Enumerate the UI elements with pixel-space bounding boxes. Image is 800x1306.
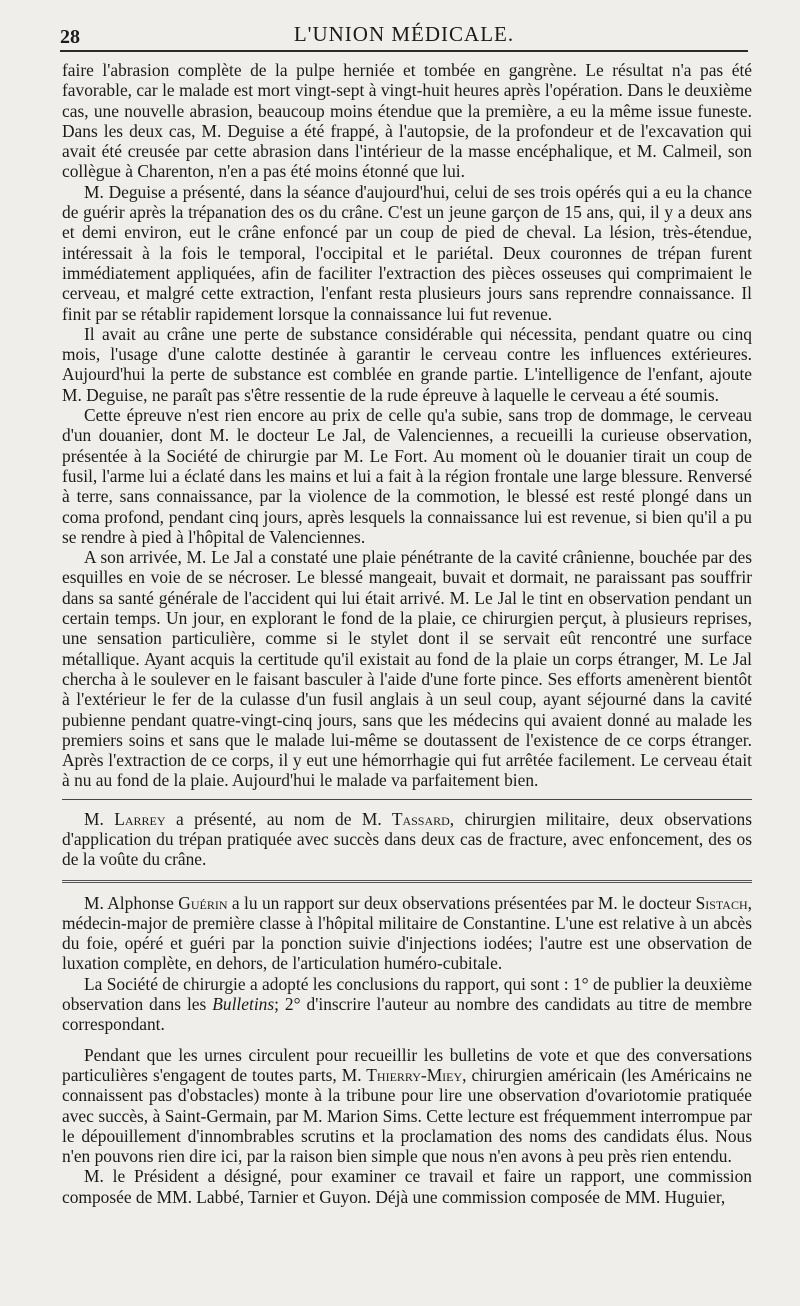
paragraph-societe: [62, 974, 752, 1035]
italic-run: Bulletins: [212, 994, 275, 1015]
spacer: [62, 1035, 752, 1045]
page-header: [60, 14, 748, 54]
text-run: M. Alphonse: [84, 892, 179, 913]
article-body: [62, 60, 752, 1207]
person-name: Sistach: [695, 892, 748, 913]
paragraph-president: [62, 1166, 752, 1207]
section-divider: [62, 799, 752, 800]
text-run: ; 2° d'inscrire l'auteur au nombre des candidats au titre de membre correspondant.: [62, 994, 752, 1035]
text-run: , médecin-major de première classe à l'hôpital militaire de Constantine. L'une est relative à un abcès du foie, opéré et guéri par la ponction suivie d'injections iodées; l'autre est une observation de luxation complète, en dehors, de l'articulation huméro-cubitale.: [62, 892, 752, 974]
paragraph: M. Deguise a présenté, dans la séance d'aujourd'hui, celui de ses trois opérés qui a eu la chance de guérir après la trépanation des os du crâne. C'est un jeune garçon de 15 ans, qui, il y a deux ans et demi environ, eut le crâne enfoncé par un coup de pied de cheval. La lésion, très-étendue, intéressait à la fois le temporal, l'occipital et le pariétal. Deux couronnes de trépan furent immédiatement appliquées, afin de faciliter l'extraction des pièces osseuses qui comprimaient le cerveau, et malgré cette extraction, l'enfant resta plusieurs jours sans reprendre connaissance. Il finit par se rétablir rapidement lorsque la connaissance lui fut revenue.: [62, 181, 752, 324]
person-name: M. Larrey: [84, 808, 166, 829]
paragraph-guerin: [62, 893, 752, 974]
text-run: , chirurgien américain (les Américains ne connaissent pas d'obstacles) monte à la tribune pour lire une observation d'ovariotomie pratiquée avec succès, à Saint-Germain, par M. Marion Sims. Cette lecture est fréquemment interrompue par le dépouillement d'innombrables scrutins et la proclamation des noms des candidats élus. Nous n'en pouvons rien dire ici, par la raison bien simple que nous n'en avons à peu près rien entendu.: [62, 1064, 753, 1167]
person-name: M. Thierry-Miey: [341, 1064, 463, 1085]
paragraph: Il avait au crâne une perte de substance considérable qui nécessita, pendant quatre ou cinq mois, l'usage d'une calotte destinée à garantir le cerveau contre les influences extérieures. Aujourd'hui la perte de substance est comblée en grande partie. L'intelligence de l'enfant, ajoute M. Deguise, ne paraît pas s'être ressentie de la rude épreuve à laquelle le cerveau a été soumis.: [62, 323, 752, 405]
paragraph: A son arrivée, M. Le Jal a constaté une plaie pénétrante de la cavité crânienne, bouchée par des esquilles en voie de se nécroser. Le blessé mangeait, buvait et dormait, ne paraissant pas souffrir dans sa santé générale de l'accident qui lui était arrivé. M. Le Jal le tint en observation pendant un certain temps. Un jour, en explorant le fond de la plaie, ce chirurgien perçut, à plusieurs reprises, une sensation particulière, comme si le stylet dont il se servait eût rencontré une surface métallique. Ayant acquis la certitude qu'il existait au fond de la plaie un corps étranger, M. Le Jal chercha à le soulever en le faisant basculer à l'aide d'une forte pince. Ses efforts amenèrent bientôt à l'extérieur le fer de la culasse d'un fusil anglais à un seul coup, ayant séjourné dans la cavité pubienne pendant quatre-vingt-cinq jours, sans que les médecins qui avaient donné au malade les premiers soins et sans que le malade lui-même se doutassent de l'existence de ce corps étranger. Après l'extraction de ce corps, il y eut une hémorrhagie qui fut arrêtée facilement. Le cerveau était à nu au fond de la plaie. Aujourd'hui le malade va parfaitement bien.: [62, 547, 752, 791]
paragraph-urnes: [62, 1045, 752, 1167]
text-run: M. le Président a désigné, pour examiner ce travail et faire un rapport, une commission composée de MM. Labbé, Tarnier et Guyon. Déjà une commission composée de MM. Huguier,: [62, 1166, 752, 1207]
header-rule: [60, 50, 748, 52]
text-run: , chirurgien militaire, deux observations d'application du trépan pratiquée avec succès dans deux cas de fracture, avec enfoncement, des os de la voûte du crâne.: [62, 808, 752, 870]
page-number: 28: [60, 26, 80, 48]
text-run: a lu un rapport sur deux observations présentées par M. le docteur: [227, 892, 696, 913]
paragraph: faire l'abrasion complète de la pulpe herniée et tombée en gangrène. Le résultat n'a pas été favorable, car le malade est mort vingt-sept à vingt-huit heures après l'opération. Dans le deuxième cas, une nouvelle abrasion, beaucoup moins étendue que la première, a eu la même issue funeste. Dans les deux cas, M. Deguise a été frappé, à l'autopsie, de la profondeur et de l'excavation qui avait été creusée par cette abrasion dans l'intérieur de la masse encéphalique, et M. Calmeil, son collègue à Charenton, n'en a pas été moins étonné que lui.: [62, 60, 752, 182]
text-run: Pendant que les urnes circulent pour recueillir les bulletins de vote et que des conversations particulières s'engagent de toutes parts,: [62, 1044, 752, 1085]
person-name: M. Tassard: [361, 808, 450, 829]
running-head: L'UNION MÉDICALE.: [293, 22, 515, 46]
text-run: La Société de chirurgie a adopté les conclusions du rapport, qui sont : 1° de publier la deuxième observation dans les: [62, 973, 752, 1015]
paragraph: Cette épreuve n'est rien encore au prix de celle qu'a subie, sans trop de dommage, le cerveau d'un douanier, dont M. le docteur Le Jal, de Valenciennes, a recueilli la curieuse observation, présentée à la Société de chirurgie par M. Le Fort. Au moment où le douanier tirait un coup de fusil, l'arme lui a éclaté dans les mains et lui a fait à la région frontale une large blessure. Renversé à terre, sans connaissance, par la violence de la commotion, le blessé est resté plongé dans un coma profond, pendant cinq jours, après lesquels la connaissance lui est revenue, si bien qu'il a pu se rendre à pied à l'hôpital de Valenciennes.: [62, 405, 752, 547]
text-run: a présenté, au nom de: [165, 808, 362, 829]
person-name: Guérin: [178, 892, 228, 913]
paragraph-larrey: [62, 809, 752, 870]
section-divider: [62, 880, 752, 883]
